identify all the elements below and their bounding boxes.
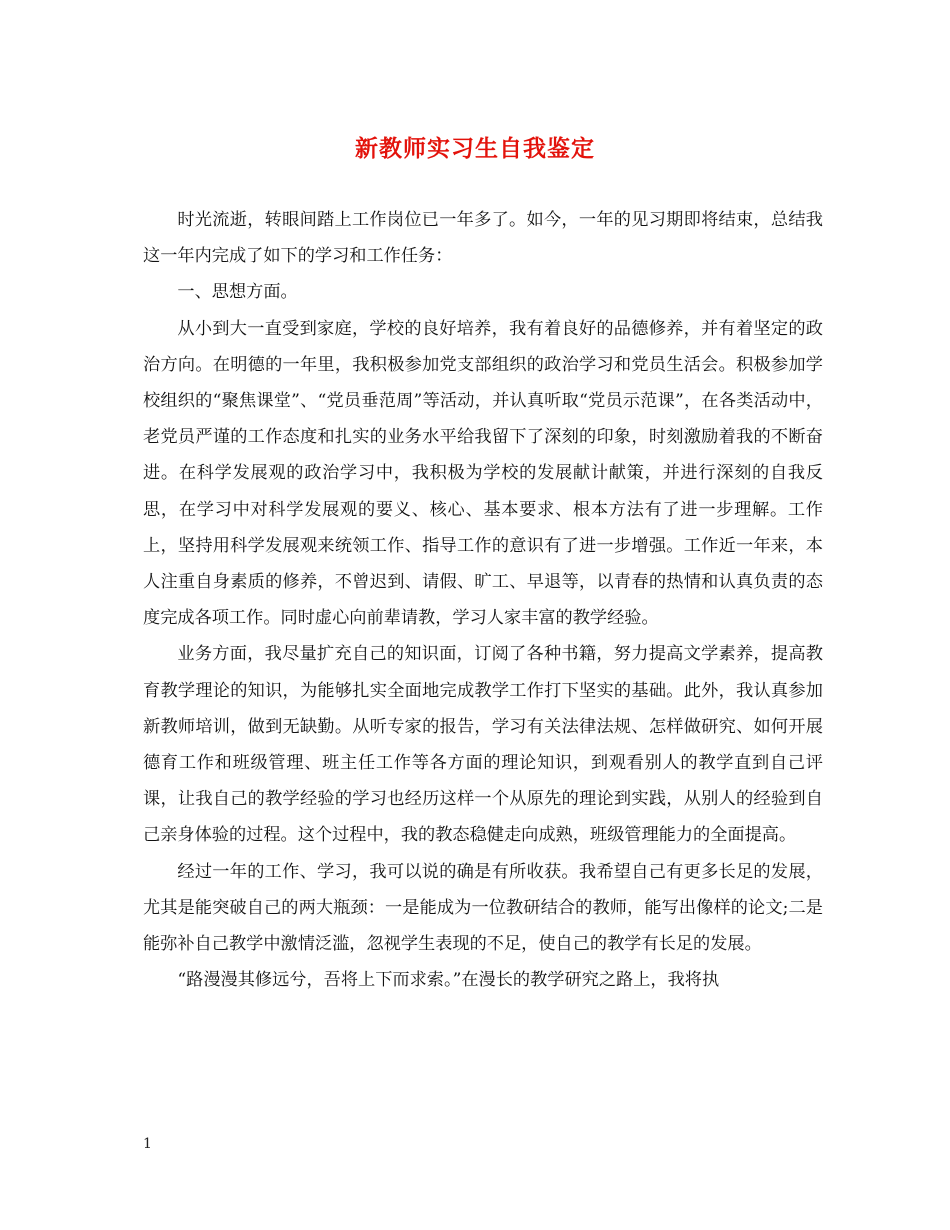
section-heading-ideology: 一、思想方面。 [177, 282, 298, 303]
paragraph-intro: 时光流逝，转眼间踏上工作岗位已一年多了。如今，一年的见习期即将结束，总结我这一年内完成了如下的学习和工作任务： [143, 210, 823, 267]
paragraph-reflection: 经过一年的工作、学习，我可以说的确是有所收获。我希望自己有更多长足的发展，尤其是能突破自己的两大瓶颈：一是能成为一位教研结合的教师，能写出像样的论文;二是能弥补自己教学中激情泛滥，忽视学生表现的不足，使自己的教学有长足的发展。 [143, 861, 823, 955]
paragraph-ideology: 从小到大一直受到家庭，学校的良好培养，我有着良好的品德修养，并有着坚定的政治方向。在明德的一年里，我积极参加党支部组织的政治学习和党员生活会。积极参加学校组织的“聚焦课堂”、“党员垂范周”等活动，并认真听取“党员示范课”，在各类活动中，老党员严谨的工作态度和扎实的业务水平给我留下了深刻的印象，时刻激励着我的不断奋进。在科学发展观的政治学习中，我积极为学校的发展献计献策，并进行深刻的自我反思，在学习中对科学发展观的要义、核心、基本要求、根本方法有了进一步理解。工作上，坚持用科学发展观来统领工作、指导工作的意识有了进一步增强。工作近一年来，本人注重自身素质的修养，不曾迟到、请假、旷工、早退等，以青春的热情和认真负责的态度完成各项工作。同时虚心向前辈请教，学习人家丰富的教学经验。 [143, 318, 823, 629]
document-body [143, 202, 823, 998]
document-title: 新教师实习生自我鉴定 [355, 136, 595, 162]
paragraph-professional: 业务方面，我尽量扩充自己的知识面，订阅了各种书籍，努力提高文学素养，提高教育教学理论的知识，为能够扎实全面地完成教学工作打下坚实的基础。此外，我认真参加新教师培训，做到无缺勤。从听专家的报告，学习有关法律法规、怎样做研究、如何开展德育工作和班级管理、班主任工作等各方面的理论知识，到观看别人的教学直到自己评课，让我自己的教学经验的学习也经历这样一个从原先的理论到实践，从别人的经验到自己亲身体验的过程。这个过程中，我的教态稳健走向成熟，班级管理能力的全面提高。 [143, 644, 823, 846]
paragraph-closing: “路漫漫其修远兮，吾将上下而求索。”在漫长的教学研究之路上，我将执 [177, 970, 720, 991]
page-number: 1 [143, 1136, 152, 1152]
